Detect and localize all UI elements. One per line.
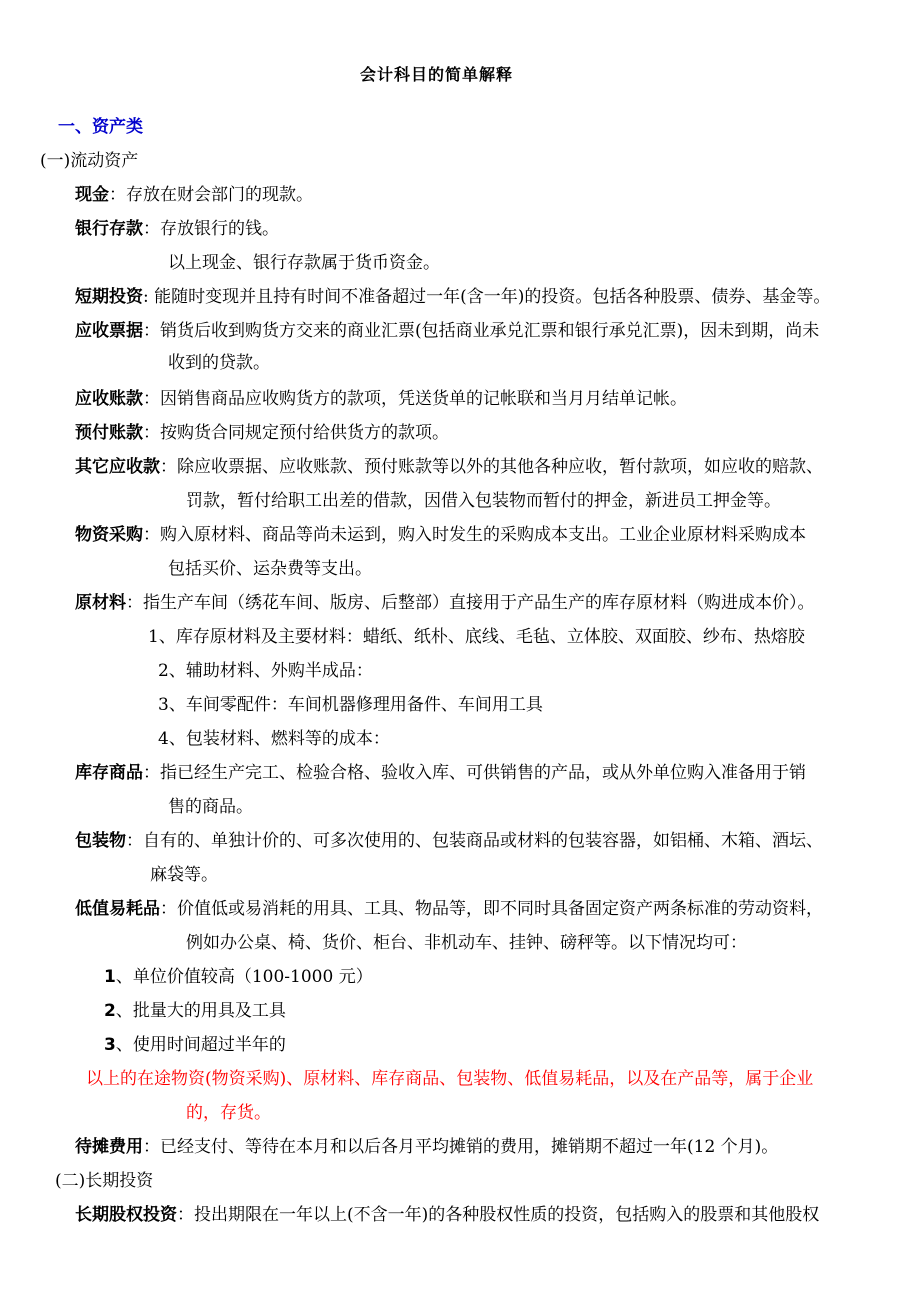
def-bank: ：存放银行的钱。: [143, 219, 279, 239]
low-value-item-1-num: 1: [104, 967, 116, 987]
low-value-item-1: [104, 966, 373, 988]
def-material-purchase-2: 包括买价、运杂费等支出。: [168, 559, 372, 579]
def-packaging-1: ：自有的、单独计价的、可多次使用的、包装商品或材料的包装容器，如铝桶、木箱、酒坛、: [126, 831, 823, 851]
def-low-value-2: 例如办公桌、椅、货价、柜台、非机动车、挂钟、磅秤等。以下情况均可：: [186, 933, 747, 953]
low-value-item-3: [104, 1034, 286, 1056]
def-cash: ：存放在财会部门的现款。: [109, 185, 313, 205]
def-notes-receivable-2: 收到的贷款。: [168, 353, 270, 373]
low-value-item-2: [104, 1000, 286, 1022]
entry-bank: [75, 218, 279, 240]
entry-notes-receivable: [75, 320, 819, 342]
entry-inventory-goods: [75, 762, 806, 784]
raw-item-3: 3、车间零配件：车间机器修理用备件、车间用工具: [158, 695, 543, 715]
term-raw-materials: 原材料: [75, 593, 126, 613]
def-other-receivables-2: 罚款，暂付给职工出差的借款，因借入包装物而暂付的押金，新进员工押金等。: [186, 491, 781, 511]
entry-raw-materials: [75, 592, 815, 614]
term-prepaid: 预付账款: [75, 423, 143, 443]
term-low-value: 低值易耗品: [75, 899, 160, 919]
entry-long-term-equity: [75, 1204, 819, 1226]
def-inventory-goods-1: ：指已经生产完工、检验合格、验收入库、可供销售的产品，或从外单位购入准备用于销: [143, 763, 806, 783]
term-accounts-receivable: 应收账款: [75, 389, 143, 409]
entry-cash: [75, 184, 313, 206]
def-inventory-goods-2: 售的商品。: [168, 797, 253, 817]
def-material-purchase-1: ：购入原材料、商品等尚未运到，购入时发生的采购成本支出。工业企业原材料采购成本: [143, 525, 806, 545]
term-long-term-equity: 长期股权投资: [75, 1205, 177, 1225]
raw-item-1: 1、库存原材料及主要材料：蜡纸、纸朴、底线、毛毡、立体胶、双面胶、纱布、热熔胶: [148, 627, 805, 647]
def-accounts-receivable: ：因销售商品应收购货方的款项，凭送货单的记帐联和当月月结单记帐。: [143, 389, 687, 409]
def-other-receivables-1: ：除应收票据、应收账款、预付账款等以外的其他各种应收，暂付款项，如应收的赔款、: [160, 457, 823, 477]
entry-short-investment: [75, 286, 830, 308]
page-title: 会计科目的简单解释: [360, 65, 514, 84]
term-bank: 银行存款: [75, 219, 143, 239]
low-value-item-1-text: 、单位价值较高（100-1000 元）: [115, 967, 373, 987]
def-notes-receivable-1: ：销货后收到购货方交来的商业汇票(包括商业承兑汇票和银行承兑汇票)，因未到期，尚未: [143, 321, 820, 341]
low-value-item-3-num: 3: [104, 1035, 116, 1055]
def-prepaid: ：按购货合同规定预付给供货方的款项。: [143, 423, 449, 443]
term-short-investment: 短期投资: [75, 287, 143, 307]
low-value-item-2-text: 、批量大的用具及工具: [115, 1001, 286, 1021]
raw-item-4: 4、包装材料、燃料等的成本：: [158, 729, 390, 749]
term-packaging: 包装物: [75, 831, 126, 851]
term-material-purchase: 物资采购: [75, 525, 143, 545]
def-low-value-1: ：价值低或易消耗的用具、工具、物品等，即不同时具备固定资产两条标准的劳动资料，: [160, 899, 823, 919]
entry-packaging: [75, 830, 823, 852]
term-deferred-expenses: 待摊费用: [75, 1137, 143, 1157]
low-value-item-2-num: 2: [104, 1001, 116, 1021]
subsection-long-term-investment: (二)长期投资: [55, 1171, 154, 1191]
term-other-receivables: 其它应收款: [75, 457, 160, 477]
entry-other-receivables: [75, 456, 823, 478]
def-raw-materials: ：指生产车间（绣花车间、版房、后整部）直接用于产品生产的库存原材料（购进成本价）。: [126, 593, 815, 613]
entry-low-value: [75, 898, 823, 920]
inventory-summary-note-1: 以上的在途物资(物资采购)、原材料、库存商品、包装物、低值易耗品，以及在产品等，属于企业: [86, 1069, 814, 1089]
def-short-investment: : 能随时变现并且持有时间不准备超过一年(含一年)的投资。包括各种股票、债券、基金等。: [143, 287, 831, 307]
entry-material-purchase: [75, 524, 806, 546]
term-inventory-goods: 库存商品: [75, 763, 143, 783]
term-cash: 现金: [75, 185, 109, 205]
term-notes-receivable: 应收票据: [75, 321, 143, 341]
def-packaging-2: 麻袋等。: [150, 865, 218, 885]
section-heading-assets: 一、资产类: [58, 117, 143, 137]
entry-prepaid: [75, 422, 449, 444]
raw-item-2: 2、辅助材料、外购半成品：: [158, 661, 373, 681]
subsection-current-assets: (一)流动资产: [40, 151, 139, 171]
note-monetary-funds: 以上现金、银行存款属于货币资金。: [168, 253, 440, 273]
entry-deferred-expenses: [75, 1136, 778, 1158]
entry-accounts-receivable: [75, 388, 687, 410]
inventory-summary-note-2: 的，存货。: [186, 1103, 271, 1123]
low-value-item-3-text: 、使用时间超过半年的: [115, 1035, 286, 1055]
def-long-term-equity: ：投出期限在一年以上(不含一年)的各种股权性质的投资，包括购入的股票和其他股权: [177, 1205, 820, 1225]
def-deferred-expenses: ：已经支付、等待在本月和以后各月平均摊销的费用，摊销期不超过一年(12 个月)。: [143, 1137, 779, 1157]
